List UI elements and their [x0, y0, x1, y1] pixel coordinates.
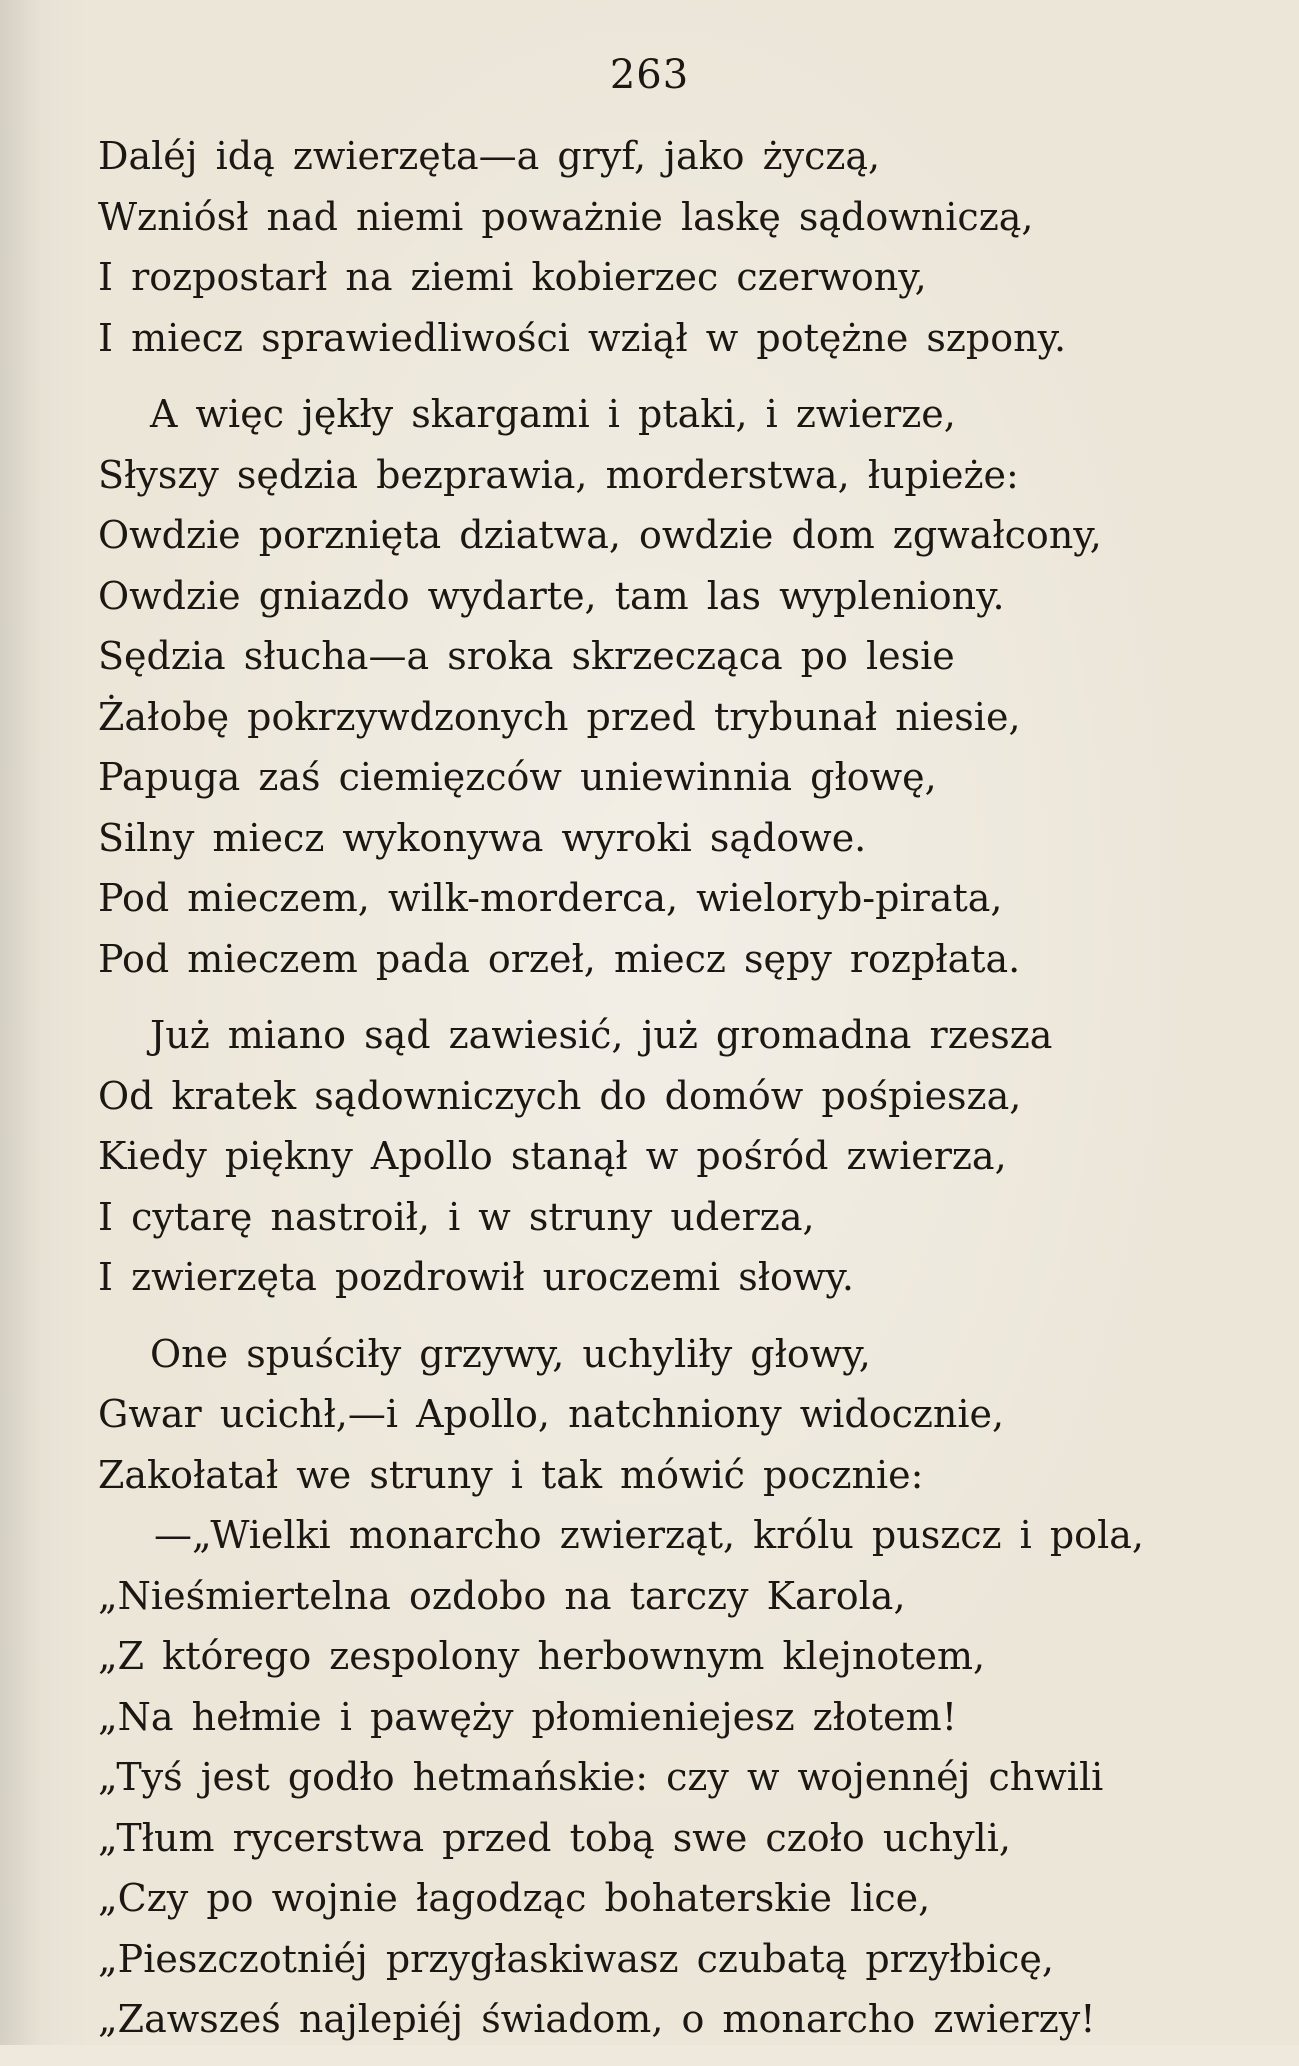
poem-line: I cytarę nastroił, i w struny uderza, — [98, 1194, 815, 1239]
stanza-4 — [98, 1324, 1268, 2050]
poem-line: Słyszy sędzia bezprawia, morderstwa, łupieże: — [98, 452, 1019, 497]
poem-line: Papuga zaś ciemięzców uniewinnia głowę, — [98, 755, 937, 799]
poem-line: Owdzie porznięta dziatwa, owdzie dom zgwałcony, — [98, 513, 1102, 557]
poem-line: „Zawsześ najlepiéj świadom, o monarcho zwierzy! — [98, 1997, 1096, 2041]
poem-line: Sędzia słucha—a sroka skrzecząca po lesie — [98, 634, 955, 678]
poem-line: Owdzie gniazdo wydarte, tam las wypleniony. — [98, 573, 1005, 618]
poem-line: Od kratek sądowniczych do domów pośpiesza, — [98, 1073, 1022, 1118]
poem-text — [98, 126, 1268, 2066]
poem-line: „Czy po wojnie łagodząc bohaterskie lice, — [98, 1876, 931, 1920]
poem-line: „Z którego zespolony herbownym klejnotem, — [98, 1634, 986, 1678]
stanza-2 — [98, 384, 1268, 989]
stanza-3 — [98, 1005, 1268, 1308]
poem-line: Już miano sąd zawiesić, już gromadna rzesza — [150, 1013, 1053, 1057]
poem-line: I rozpostarł na ziemi kobierzec czerwony, — [98, 255, 927, 299]
stanza-1 — [98, 126, 1268, 368]
poem-line: Pod mieczem, wilk-morderca, wieloryb-pirata, — [98, 876, 1003, 920]
poem-line: „Na hełmie i pawęży płomieniejesz złotem! — [98, 1694, 957, 1739]
poem-line: I zwierzęta pozdrowił uroczemi słowy. — [98, 1255, 854, 1299]
poem-line: Daléj idą zwierzęta—a gryf, jako życzą, — [98, 134, 881, 178]
poem-line: „Pieszczotniéj przygłaskiwasz czubatą przyłbicę, — [98, 1936, 1054, 1981]
poem-line: Gwar ucichł,—i Apollo, natchniony widocznie, — [98, 1392, 1005, 1436]
poem-line: Pod mieczem pada orzeł, miecz sępy rozpłata. — [98, 936, 1021, 981]
poem-line: „Tyś jest godło hetmańskie: czy w wojennéj chwili — [98, 1755, 1104, 1799]
poem-line: Żałobę pokrzywdzonych przed trybunał niesie, — [98, 694, 1021, 739]
poem-line: One spuściły grzywy, uchyliły głowy, — [150, 1331, 871, 1376]
poem-line: —„Wielki monarcho zwierząt, królu puszcz i pola, — [154, 1513, 1144, 1557]
page-number: 263 — [609, 52, 690, 98]
poem-line: Silny miecz wykonywa wyroki sądowe. — [98, 815, 867, 860]
poem-line: Kiedy piękny Apollo stanął w pośród zwierza, — [98, 1134, 1007, 1178]
poem-line: „Nieśmiertelna ozdobo na tarczy Karola, — [98, 1573, 906, 1618]
poem-line: Zakołatał we struny i tak mówić pocznie: — [98, 1452, 924, 1497]
poem-line: „Tłum rycerstwa przed tobą swe czoło uchyli, — [98, 1815, 1011, 1860]
poem-line: A więc jękły skargami i ptaki, i zwierze, — [150, 392, 956, 436]
poem-line: Wzniósł nad niemi poważnie laskę sądowniczą, — [98, 194, 1034, 239]
poem-line: I miecz sprawiedliwości wziął w potężne szpony. — [98, 315, 1067, 360]
